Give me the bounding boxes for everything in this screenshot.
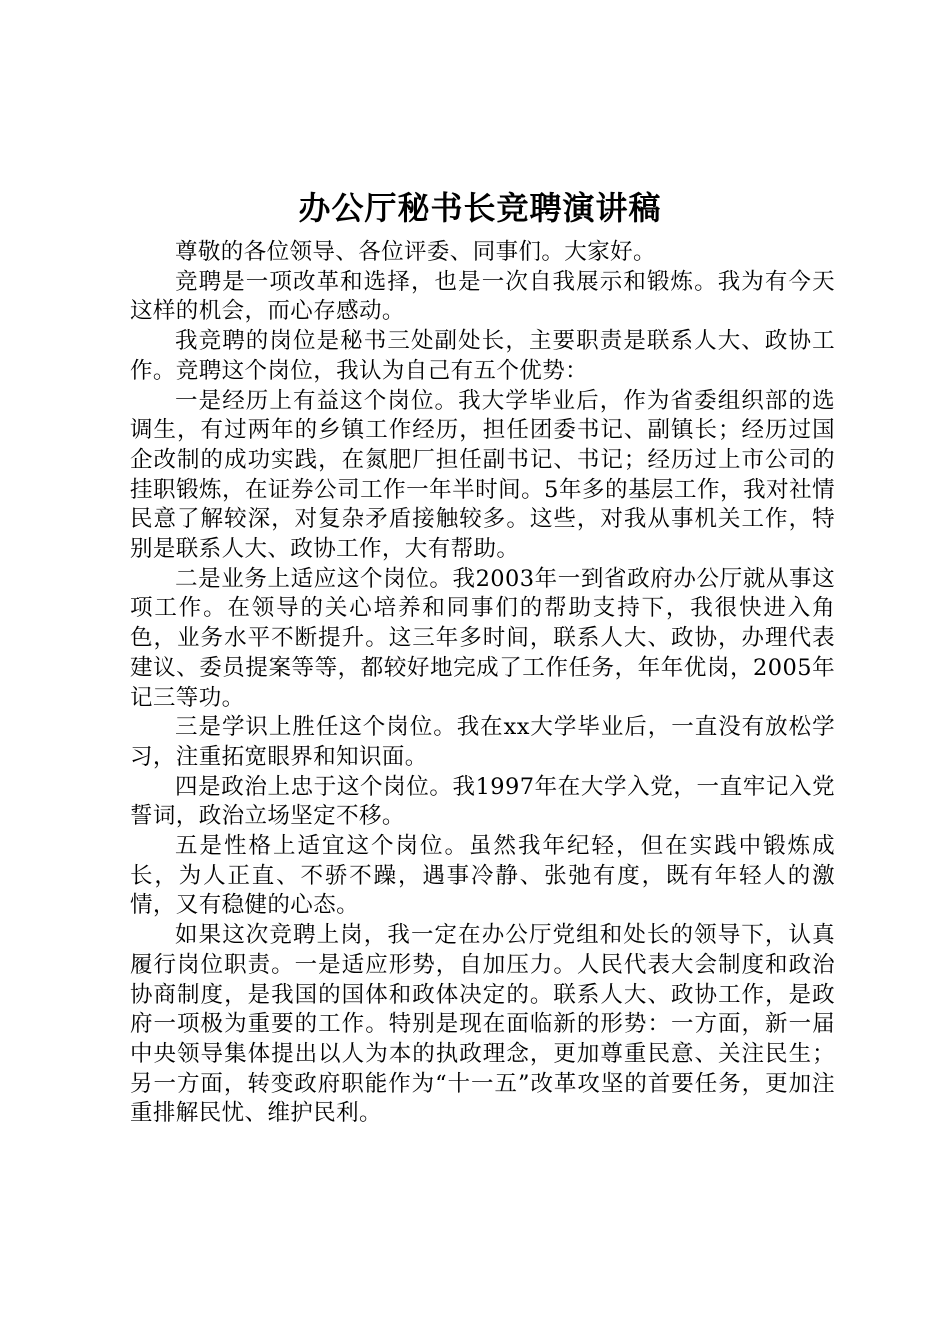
document-title: 办公厅秘书长竞聘演讲稿 bbox=[298, 189, 662, 227]
paragraph-advantage-2: 二是业务上适应这个岗位。我2003年一到省政府办公厅就从事这项工作。在领导的关心培养和同事们的帮助支持下，我很快进入角色，业务水平不断提升。这三年多时间，联系人大、政协，办理代表建议、委员提案等等，都较好地完成了工作任务，年年优岗，2005年记三等功。 bbox=[130, 565, 835, 711]
paragraph-position: 我竞聘的岗位是秘书三处副处长，主要职责是联系人大、政协工作。竞聘这个岗位，我认为自己有五个优势： bbox=[130, 328, 835, 384]
paragraph-advantage-4: 四是政治上忠于这个岗位。我1997年在大学入党，一直牢记入党誓词，政治立场坚定不移。 bbox=[130, 773, 835, 830]
paragraph-advantage-5: 五是性格上适宜这个岗位。虽然我年纪轻，但在实践中锻炼成长，为人正直、不骄不躁，遇事冷静、张弛有度，既有年轻人的激情，又有稳健的心态。 bbox=[130, 833, 835, 919]
document-body bbox=[130, 238, 835, 1129]
paragraph-intro: 竞聘是一项改革和选择，也是一次自我展示和锻炼。我为有今天这样的机会，而心存感动。 bbox=[130, 268, 835, 325]
paragraph-advantage-1: 一是经历上有益这个岗位。我大学毕业后，作为省委组织部的选调生，有过两年的乡镇工作经历，担任团委书记、副镇长；经历过国企改制的成功实践，在氮肥厂担任副书记、书记；经历过上市公司的挂职锻炼，在证券公司工作一年半时间。5年多的基层工作，我对社情民意了解较深，对复杂矛盾接触较多。这些，对我从事机关工作，特别是联系人大、政协工作，大有帮助。 bbox=[130, 387, 835, 563]
paragraph-advantage-3: 三是学识上胜任这个岗位。我在xx大学毕业后，一直没有放松学习，注重拓宽眼界和知识面。 bbox=[130, 714, 835, 770]
paragraph-plan: 如果这次竞聘上岗，我一定在办公厅党组和处长的领导下，认真履行岗位职责。一是适应形势，自加压力。人民代表大会制度和政治协商制度，是我国的国体和政体决定的。联系人大、政协工作，是政府一项极为重要的工作。特别是现在面临新的形势：一方面，新一届中央领导集体提出以人为本的执政理念，更加尊重民意、关注民生；另一方面，转变政府职能作为“十一五”改革攻坚的首要任务，更加注重排解民忧、维护民利。 bbox=[130, 922, 835, 1127]
paragraph-greeting: 尊敬的各位领导、各位评委、同事们。大家好。 bbox=[175, 239, 656, 265]
